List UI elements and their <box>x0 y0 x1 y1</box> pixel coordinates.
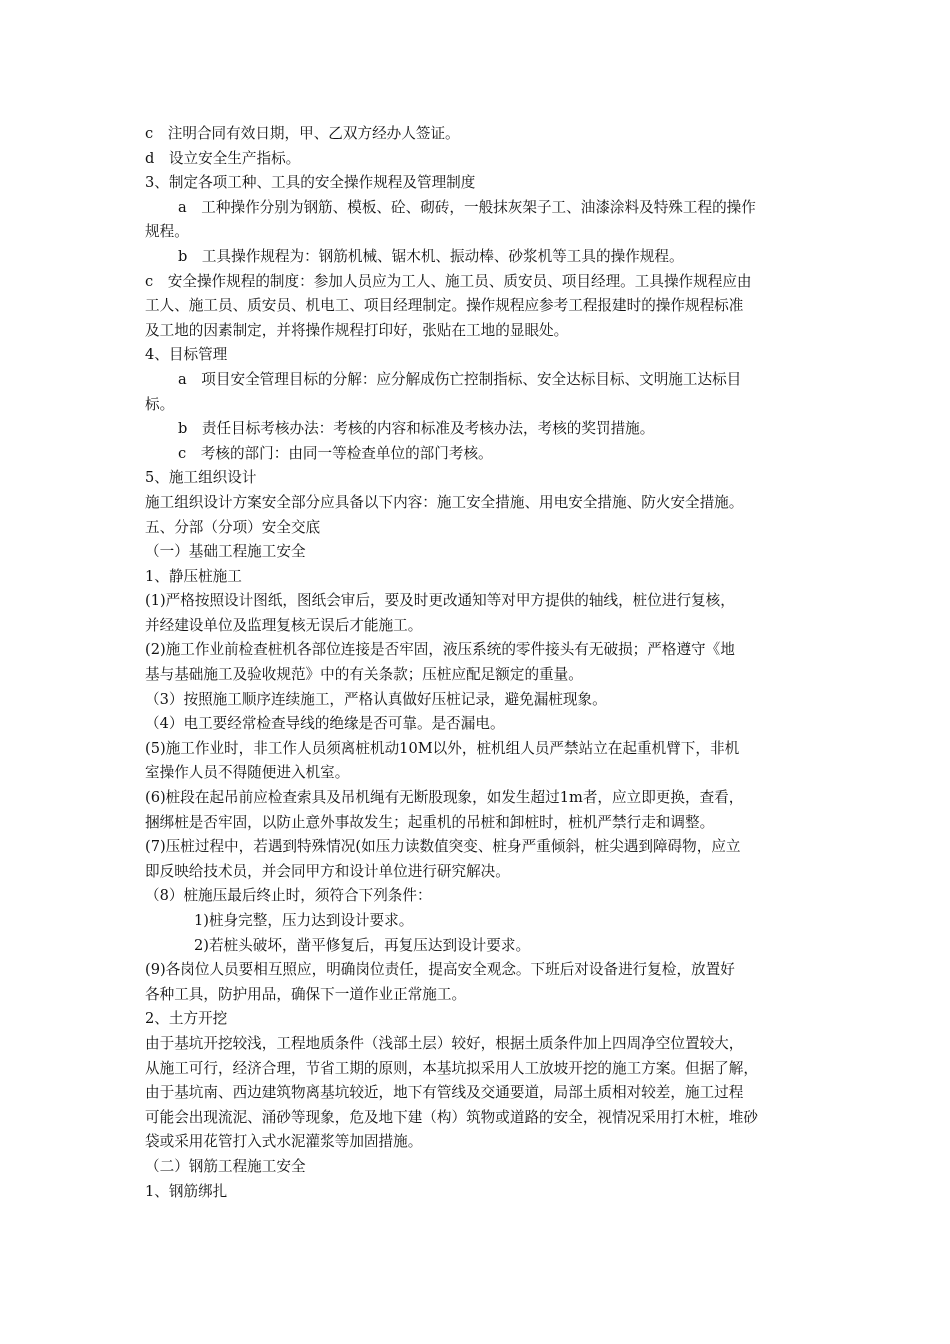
text-line: 施工组织设计方案安全部分应具备以下内容：施工安全措施、用电安全措施、防火安全措施。 <box>145 493 744 511</box>
text-line: b 责任目标考核办法：考核的内容和标准及考核办法，考核的奖罚措施。 <box>178 420 655 438</box>
text-line: 可能会出现流泥、涌砂等现象，危及地下建（构）筑物或道路的安全，视情况采用打木桩，堆砂 <box>145 1108 758 1126</box>
text-line: a 工种操作分别为钢筋、模板、砼、砌砖，一般抹灰架子工、油漆涂料及特殊工程的操作 <box>178 198 756 216</box>
text-line: (6)桩段在起吊前应检查索具及吊机绳有无断股现象，如发生超过1m者，应立即更换，查看， <box>145 789 744 807</box>
text-line: （8）桩施压最后终止时，须符合下列条件： <box>145 887 432 905</box>
text-line: d 设立安全生产指标。 <box>145 149 301 167</box>
text-line: 1、钢筋绑扎 <box>145 1182 228 1200</box>
text-line: b 工具操作规程为：钢筋机械、锯木机、振动棒、砂浆机等工具的操作规程。 <box>178 247 684 265</box>
text-line: c 注明合同有效日期，甲、乙双方经办人签证。 <box>145 125 460 142</box>
text-line: (2)施工作业前检查桩机各部位连接是否牢固，液压系统的零件接头有无破损；严格遵守《地 <box>145 641 735 659</box>
text-line: 标。 <box>145 395 175 413</box>
text-line: (9)各岗位人员要相互照应，明确岗位责任，提高安全观念。下班后对设备进行复检，放置好 <box>145 961 735 979</box>
text-line: 2、土方开挖 <box>145 1010 228 1028</box>
text-line: 工人、施工员、质安员、机电工、项目经理制定。操作规程应参考工程报建时的操作规程标准 <box>145 297 744 315</box>
text-line: (1)严格按照设计图纸，图纸会审后，要及时更改通知等对甲方提供的轴线，桩位进行复核， <box>145 592 735 610</box>
text-line: 规程。 <box>145 223 189 241</box>
text-line: 及工地的因素制定，并将操作规程打印好，张贴在工地的显眼处。 <box>145 321 569 339</box>
text-line: 2)若桩头破坏，凿平修复后，再复压达到设计要求。 <box>194 936 531 954</box>
text-line: c 安全操作规程的制度：参加人员应为工人、施工员、质安员、项目经理。工具操作规程应由 <box>145 272 752 290</box>
text-line: 袋或采用花管打入式水泥灌浆等加固措施。 <box>145 1133 423 1151</box>
text-line: (7)压桩过程中，若遇到特殊情况(如压力读数值突变、桩身严重倾斜，桩尖遇到障碍物，应立 <box>145 838 741 856</box>
text-line: （3）按照施工顺序连续施工，严格认真做好压桩记录，避免漏桩现象。 <box>145 690 607 708</box>
text-line: 从施工可行，经济合理，节省工期的原则，本基坑拟采用人工放坡开挖的施工方案。但据了解， <box>145 1059 758 1077</box>
text-line: 捆绑桩是否牢固，以防止意外事故发生；起重机的吊桩和卸桩时，桩机严禁行走和调整。 <box>145 813 715 831</box>
text-line: c 考核的部门：由同一等检查单位的部门考核。 <box>178 444 493 462</box>
text-line: 室操作人员不得随便进入机室。 <box>145 764 350 782</box>
text-line: 即反映给技术员，并会同甲方和设计单位进行研究解决。 <box>145 862 510 880</box>
text-line: 由于基坑开挖较浅，工程地质条件（浅部土层）较好，根据土质条件加上四周净空位置较大， <box>145 1034 744 1052</box>
text-line: （一）基础工程施工安全 <box>145 543 306 561</box>
text-line: （4）电工要经常检查导线的绝缘是否可靠。是否漏电。 <box>145 715 505 733</box>
text-line: 各种工具，防护用品，确保下一道作业正常施工。 <box>145 985 467 1003</box>
text-line: 1、静压桩施工 <box>145 567 242 585</box>
text-line: 由于基坑南、西边建筑物离基坑较近，地下有管线及交通要道，局部土质相对较差，施工过程 <box>145 1084 744 1102</box>
text-line: 基与基础施工及验收规范》中的有关条款；压桩应配足额定的重量。 <box>145 666 583 684</box>
text-line: a 项目安全管理目标的分解：应分解成伤亡控制指标、安全达标目标、文明施工达标目 <box>178 370 742 388</box>
text-line: 5、施工组织设计 <box>145 469 257 487</box>
text-line: 五、分部（分项）安全交底 <box>145 518 321 536</box>
text-line: 1)桩身完整，压力达到设计要求。 <box>194 912 414 929</box>
text-line: 4、目标管理 <box>145 346 228 364</box>
text-line: （二）钢筋工程施工安全 <box>145 1157 306 1175</box>
text-line: 3、制定各项工种、工具的安全操作规程及管理制度 <box>145 174 476 192</box>
text-line: 并经建设单位及监理复核无误后才能施工。 <box>145 616 423 634</box>
document-body <box>145 122 810 1204</box>
text-line: (5)施工作业时，非工作人员须离桩机动10M以外，桩机组人员严禁站立在起重机臂下，非机 <box>145 739 740 757</box>
